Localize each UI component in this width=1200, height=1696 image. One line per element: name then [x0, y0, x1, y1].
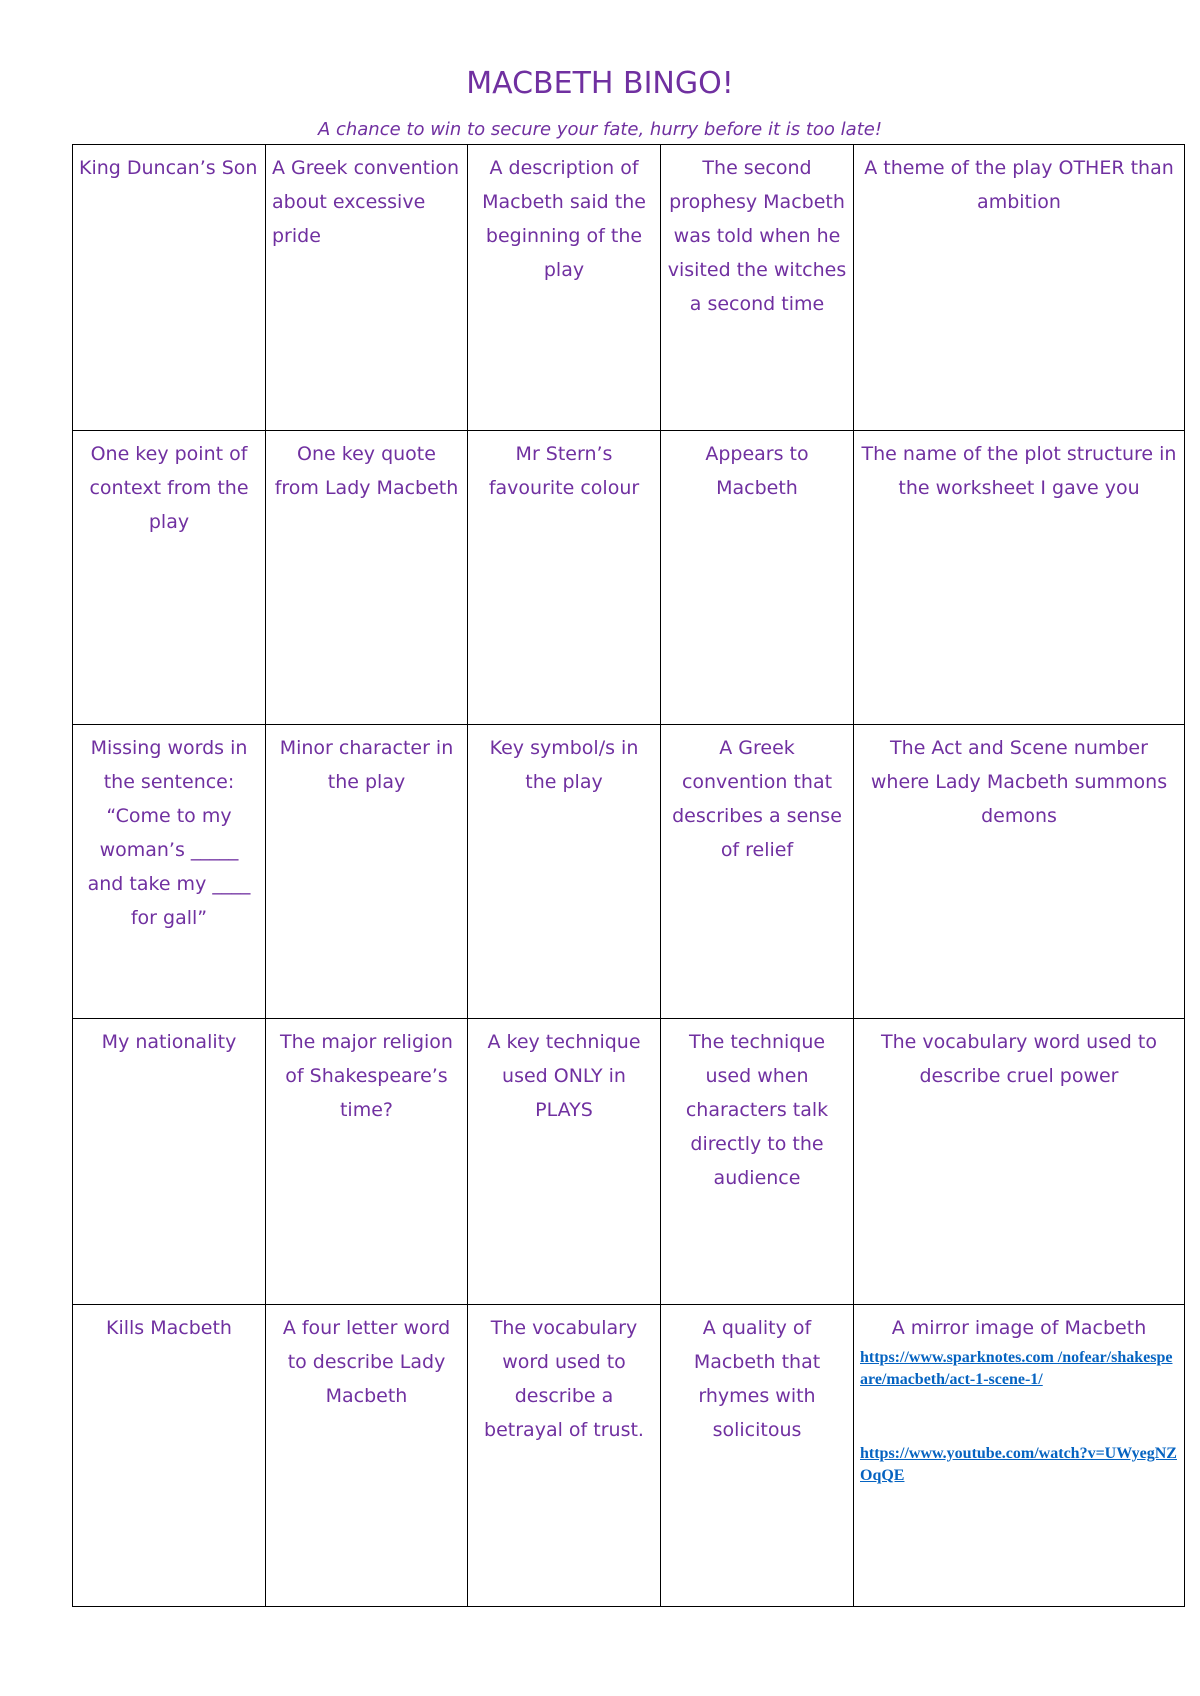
- bingo-cell: The vocabulary word used to describe cruel power: [854, 1019, 1185, 1305]
- bingo-cell: A quality of Macbeth that rhymes with solicitous: [661, 1305, 854, 1607]
- bingo-cell: Appears to Macbeth: [661, 431, 854, 725]
- bingo-cell: A key technique used ONLY in PLAYS: [468, 1019, 661, 1305]
- bingo-cell: The major religion of Shakespeare’s time?: [266, 1019, 468, 1305]
- bingo-row-4: [73, 1019, 1185, 1305]
- bingo-cell: The second prophesy Macbeth was told when he visited the witches a second time: [661, 145, 854, 431]
- bingo-cell: King Duncan’s Son: [73, 145, 266, 431]
- bingo-cell: Minor character in the play: [266, 725, 468, 1019]
- bingo-grid: [72, 144, 1185, 1607]
- bingo-row-1: [73, 145, 1185, 431]
- bingo-cell: The Act and Scene number where Lady Macbeth summons demons: [854, 725, 1185, 1019]
- bingo-cell: One key quote from Lady Macbeth: [266, 431, 468, 725]
- bingo-row-3: [73, 725, 1185, 1019]
- bingo-cell: Missing words in the sentence: “Come to my woman’s _____ and take my ____ for gall”: [73, 725, 266, 1019]
- bingo-cell: Kills Macbeth: [73, 1305, 266, 1607]
- bingo-cell: The vocabulary word used to describe a betrayal of trust.: [468, 1305, 661, 1607]
- page-title: MACBETH BINGO!: [466, 66, 734, 101]
- youtube-link[interactable]: https://www.youtube.com/watch?v=UWyegNZOqQE: [860, 1445, 1177, 1484]
- bingo-cell: My nationality: [73, 1019, 266, 1305]
- bingo-cell: Mr Stern’s favourite colour: [468, 431, 661, 725]
- bingo-cell: A theme of the play OTHER than ambition: [854, 145, 1185, 431]
- bingo-cell: A description of Macbeth said the beginning of the play: [468, 145, 661, 431]
- bingo-cell: The technique used when characters talk directly to the audience: [661, 1019, 854, 1305]
- bingo-cell: A four letter word to describe Lady Macbeth: [266, 1305, 468, 1607]
- bingo-cell: A Greek convention that describes a sense of relief: [661, 725, 854, 1019]
- bingo-cell: One key point of context from the play: [73, 431, 266, 725]
- bingo-cell: Key symbol/s in the play: [468, 725, 661, 1019]
- sparknotes-link[interactable]: https://www.sparknotes.com /nofear/shakespeare/macbeth/act-1-scene-1/: [860, 1349, 1173, 1388]
- bingo-cell: A Greek convention about excessive pride: [266, 145, 468, 431]
- bingo-cell-text: A mirror image of Macbeth: [891, 1317, 1147, 1339]
- page-subtitle: A chance to win to secure your fate, hurry before it is too late!: [317, 119, 883, 140]
- link-list: [860, 1347, 1178, 1487]
- bingo-row-2: [73, 431, 1185, 725]
- bingo-cell: The name of the plot structure in the worksheet I gave you: [854, 431, 1185, 725]
- bingo-cell-mirror: [854, 1305, 1185, 1607]
- bingo-row-5: [73, 1305, 1185, 1607]
